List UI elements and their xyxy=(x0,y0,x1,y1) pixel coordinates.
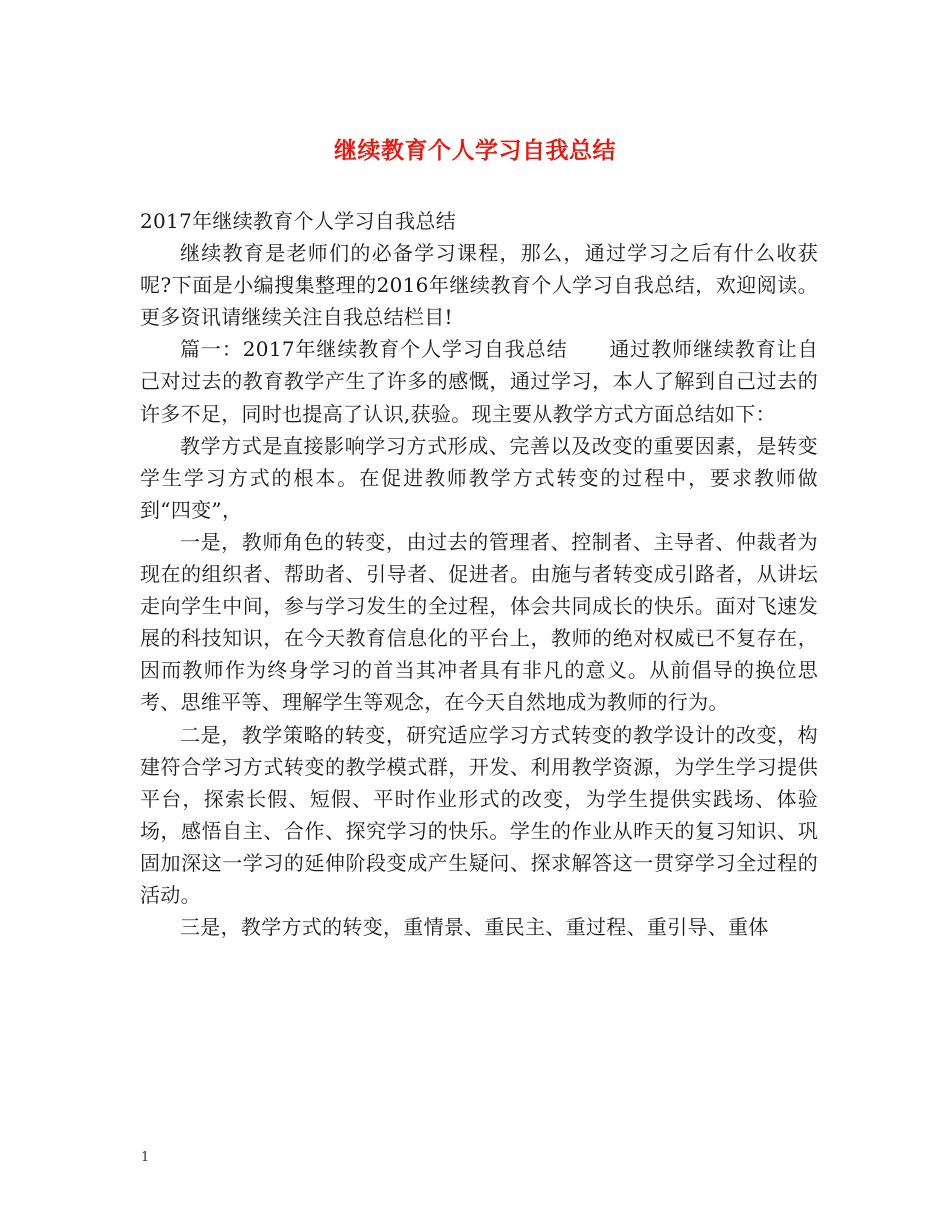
page-number: 1 xyxy=(141,1150,150,1165)
paragraph-first-change: 一是，教师角色的转变，由过去的管理者、控制者、主导者、仲裁者为现在的组织者、帮助者、引导者、促进者。由施与者转变成引路者，从讲坛走向学生中间，参与学习发生的全过程，体会共同成长的快乐。面对飞速发展的科技知识，在今天教育信息化的平台上，教师的绝对权威已不复存在，因而教师作为终身学习的首当其冲者具有非凡的意义。从前倡导的换位思考、思维平等、理解学生等观念，在今天自然地成为教师的行为。 xyxy=(140,529,818,715)
paragraph-teaching-method: 教学方式是直接影响学习方式形成、完善以及改变的重要因素，是转变学生学习方式的根本。在促进教师教学方式转变的过程中，要求教师做到“四变”， xyxy=(140,433,818,522)
document-body xyxy=(140,205,818,943)
document-subtitle: 2017年继续教育个人学习自我总结 xyxy=(140,209,456,233)
paragraph-third-change: 三是，教学方式的转变，重情景、重民主、重过程、重引导、重体 xyxy=(180,915,769,940)
paragraph-second-change: 二是，教学策略的转变，研究适应学习方式转变的教学设计的改变，构建符合学习方式转变的教学模式群，开发、利用教学资源，为学生学习提供平台，探索长假、短假、平时作业形式的改变，为学生提供实践场、体验场，感悟自主、合作、探究学习的快乐。学生的作业从昨天的复习知识、巩固加深这一学习的延伸阶段变成产生疑问、探求解答这一贯穿学习全过程的活动。 xyxy=(140,722,818,907)
paragraph-intro: 继续教育是老师们的必备学习课程，那么，通过学习之后有什么收获呢?下面是小编搜集整理的2016年继续教育个人学习自我总结，欢迎阅读。更多资讯请继续关注自我总结栏目! xyxy=(140,241,818,330)
paragraph-part-one: 篇一：2017年继续教育个人学习自我总结 通过教师继续教育让自己对过去的教育教学产生了许多的感慨，通过学习，本人了解到自己过去的许多不足，同时也提高了认识,获验。现主要从教学方式方面总结如下： xyxy=(140,337,818,426)
document-title: 继续教育个人学习自我总结 xyxy=(334,137,616,164)
